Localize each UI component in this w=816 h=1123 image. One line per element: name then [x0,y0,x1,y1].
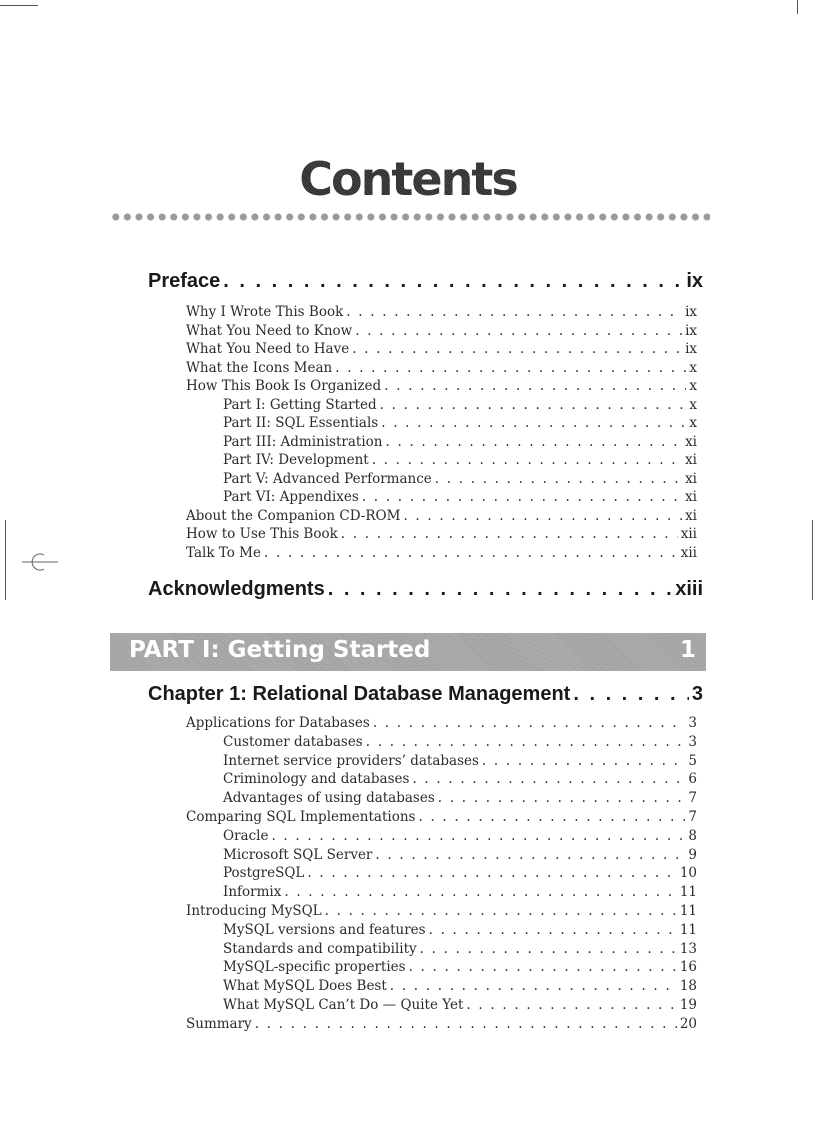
crop-mark-left [5,520,6,600]
decorative-dot-rule [110,211,710,223]
toc-leader [380,397,687,413]
toc-subentry-page: 8 [688,827,697,844]
toc-subentry-page: xi [685,452,697,468]
toc-subentry-page: ix [685,341,697,357]
toc-subentry-title: What the Icons Mean [186,359,333,376]
toc-leader [264,545,678,561]
toc-leader [373,715,686,731]
toc-leader [362,489,682,505]
toc-subentry[interactable] [223,959,697,975]
toc-subentry-page: xi [685,433,697,450]
toc-subentry[interactable] [186,341,697,357]
toc-subentry-page: 11 [679,903,697,919]
toc-subentry-title: Part V: Advanced Performance [223,470,432,487]
toc-subentry-title: Advantages of using databases [223,790,435,807]
toc-subentry[interactable] [223,415,697,431]
toc-subentry[interactable] [223,828,697,844]
toc-subentry-title: PostgreSQL [223,865,305,882]
toc-subentry[interactable] [223,865,697,881]
toc-subentry-title: Applications for Databases [186,715,370,731]
toc-subentry[interactable] [223,847,697,863]
toc-subentry-title: What MySQL Does Best [223,978,387,995]
toc-subentry[interactable] [186,526,697,542]
toc-subentry-title: What MySQL Can’t Do — Quite Yet [223,997,464,1013]
toc-entry-page: 3 [691,683,703,705]
toc-leader [346,304,682,320]
toc-subentry[interactable] [186,304,697,320]
toc-subentry-title: MySQL-specific properties [223,959,406,976]
toc-subentry-page: 18 [679,978,697,995]
toc-subentry-page: xii [680,544,697,561]
toc-subentry[interactable] [223,884,697,900]
toc-subentry-page: 9 [688,846,697,863]
crop-mark-right [812,520,813,600]
toc-subentry-title: Internet service providers’ databases [223,752,479,769]
toc-subentry[interactable] [186,1016,697,1032]
toc-subentry-title: Customer databases [223,733,363,750]
toc-subentry-title: Summary [186,1015,252,1032]
toc-subentry-title: About the Companion CD-ROM [186,507,401,524]
toc-entry-page: ix [686,270,703,292]
toc-subentry[interactable] [223,997,697,1013]
toc-subentry-page: 19 [679,997,697,1013]
toc-subentry[interactable] [223,397,697,413]
toc-subentry[interactable] [186,323,697,339]
toc-subentry-title: Informix [223,884,282,901]
page-title: Contents [299,152,517,206]
toc-leader [466,997,676,1013]
toc-subentry-page: x [689,415,697,431]
toc-subentry-page: xii [680,526,697,542]
toc-subentry-page: 11 [679,884,697,901]
toc-subentry-title: How This Book Is Organized [186,378,382,394]
toc-leader [271,828,685,844]
toc-entry-preface[interactable] [148,270,703,293]
toc-subentry-title: Part II: SQL Essentials [223,415,379,431]
toc-subentry-page: 7 [688,809,697,825]
toc-subentry-page: 11 [679,921,697,938]
toc-subentry-page: ix [685,304,697,320]
toc-subentry-title: Introducing MySQL [186,903,322,919]
toc-leader [255,1016,677,1032]
toc-subentry-page: x [689,378,697,394]
toc-subentry[interactable] [223,941,697,957]
toc-leader [435,471,682,487]
toc-leader [328,578,673,601]
toc-subentry-title: Comparing SQL Implementations [186,809,416,825]
toc-subentry-title: What You Need to Know [186,322,353,339]
toc-subentry[interactable] [223,771,697,787]
toc-subentry-page: xi [685,470,697,487]
toc-subentry[interactable] [223,734,697,750]
toc-leader [420,941,677,957]
toc-leader [335,360,686,376]
toc-subentry[interactable] [223,452,697,468]
toc-subentry-page: 16 [679,959,697,976]
toc-leader [307,865,676,881]
toc-subentry[interactable] [223,471,697,487]
toc-subentry[interactable] [223,489,697,505]
toc-leader [352,341,682,357]
crop-mark-top-left [0,5,38,6]
toc-subentry-page: 13 [679,940,697,957]
toc-subentry-title: Part III: Administration [223,433,383,450]
toc-subentry-title: Talk To Me [186,544,261,561]
toc-subentry[interactable] [186,360,697,376]
toc-subentry[interactable] [223,790,697,806]
toc-leader [418,809,685,825]
toc-subentry-page: ix [685,322,697,339]
toc-subentry-page: 3 [688,733,697,750]
toc-entry-title: Chapter 1: Relational Database Management [148,683,571,705]
toc-entry-title: Acknowledgments [148,578,325,600]
toc-subentry-page: 20 [679,1015,697,1032]
toc-subentry-page: x [689,359,697,376]
toc-subentry[interactable] [186,903,697,919]
toc-subentry[interactable] [186,715,697,731]
toc-leader [366,734,686,750]
toc-leader [438,790,686,806]
toc-leader [223,270,683,293]
toc-subentry-title: MySQL versions and features [223,921,426,938]
toc-subentry-title: Why I Wrote This Book [186,304,344,320]
toc-subentry-page: 3 [688,715,697,731]
toc-subentry[interactable] [186,378,697,394]
toc-subentry[interactable] [223,978,697,994]
toc-leader [409,959,677,975]
toc-subentry-page: xi [685,489,697,505]
toc-leader [384,378,686,394]
toc-leader [385,434,682,450]
toc-leader [341,526,678,542]
toc-entry-title: Preface [148,270,221,292]
toc-subentry-title: Part I: Getting Started [223,396,377,413]
toc-subentry[interactable] [186,508,697,524]
toc-leader [355,323,682,339]
toc-leader [573,683,689,706]
toc-subentry[interactable] [186,545,697,561]
toc-subentry-title: Standards and compatibility [223,940,417,957]
toc-leader [429,922,677,938]
toc-subentry-title: Criminology and databases [223,771,410,788]
toc-subentry[interactable] [223,753,697,769]
toc-subentry-title: What You Need to Have [186,341,350,357]
toc-leader [403,508,682,524]
crop-mark-top-right [797,0,798,14]
toc-leader [482,753,685,769]
toc-leader [412,771,685,787]
toc-subentry-title: Part IV: Development [223,452,369,468]
toc-subentry-title: Oracle [223,827,269,844]
toc-subentry[interactable] [223,434,697,450]
toc-subentry-title: How to Use This Book [186,526,338,542]
toc-subentry-page: 5 [688,752,697,769]
toc-subentry-page: xi [685,507,697,524]
toc-subentry-page: 7 [688,790,697,807]
toc-leader [284,884,676,900]
toc-leader [390,978,677,994]
toc-subentry-title: Microsoft SQL Server [223,846,373,863]
part-page: 1 [679,637,696,663]
registration-mark-icon [22,552,58,572]
toc-subentry-title: Part VI: Appendixes [223,489,359,505]
toc-subentry-page: x [689,396,697,413]
toc-leader [381,415,686,431]
toc-subentry-page: 10 [679,865,697,882]
toc-subentry-page: 6 [688,771,697,788]
toc-entry-chapter-1[interactable] [148,683,703,706]
toc-leader [375,847,685,863]
toc-leader [325,903,677,919]
part-title: PART I: Getting Started [129,637,431,663]
toc-subentry[interactable] [186,809,697,825]
toc-entry-page: xiii [675,578,703,600]
toc-leader [372,452,682,468]
toc-entry-acknowledgments[interactable] [148,578,703,601]
toc-subentry[interactable] [223,922,697,938]
